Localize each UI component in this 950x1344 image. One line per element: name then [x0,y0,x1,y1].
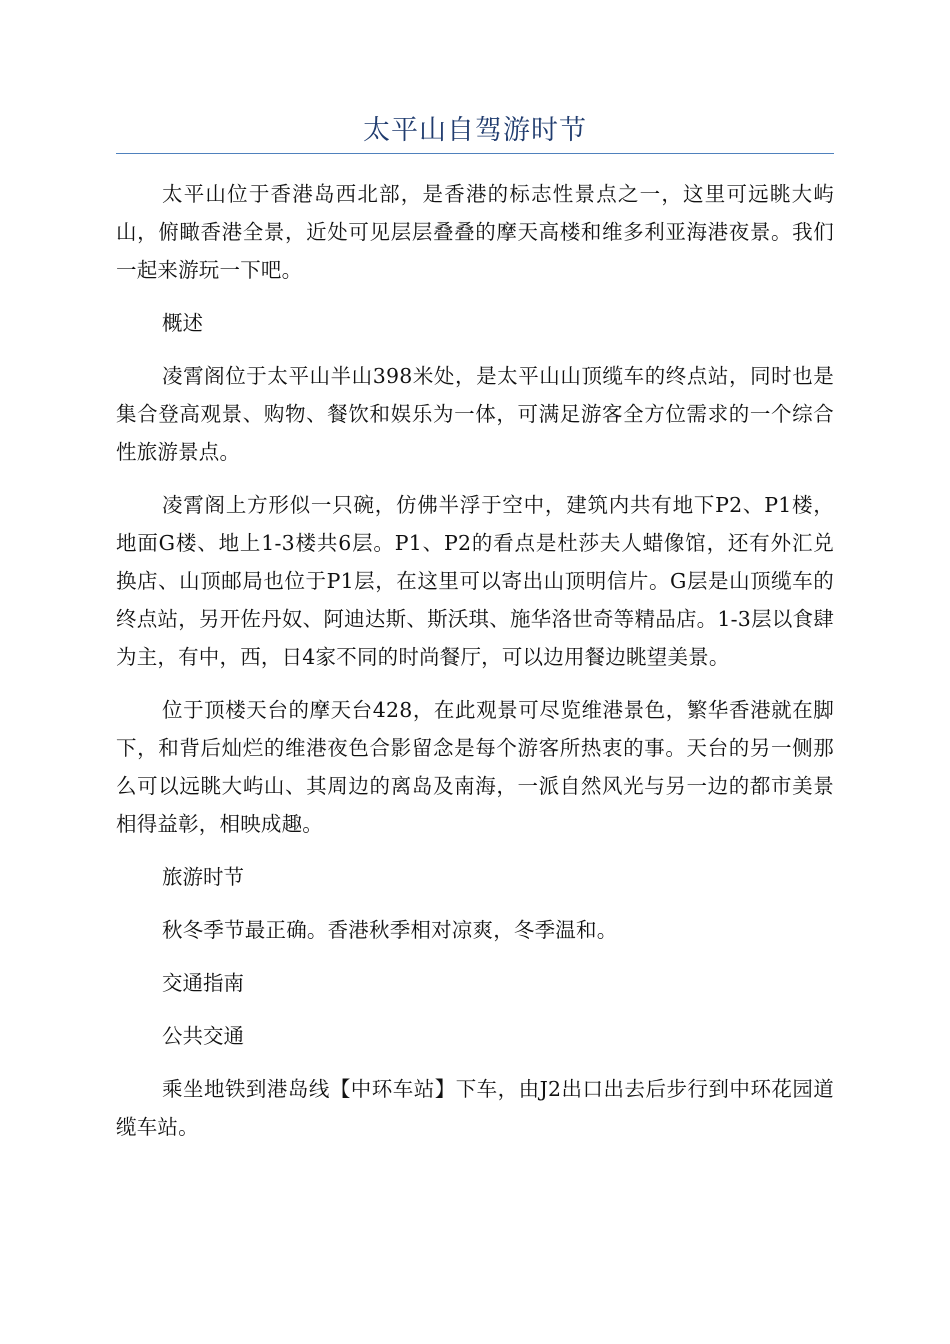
section-heading-season: 旅游时节 [162,865,244,889]
subheading-public-transport: 公共交通 [162,1024,244,1048]
overview-paragraph-1: 凌霄阁位于太平山半山398米处，是太平山山顶缆车的终点站，同时也是集合登高观景、购物、餐饮和娱乐为一体，可满足游客全方位需求的一个综合性旅游景点。 [116,364,834,464]
intro-paragraph: 太平山位于香港岛西北部，是香港的标志性景点之一，这里可远眺大屿山，俯瞰香港全景，近处可见层层叠叠的摩天高楼和维多利亚海港夜景。我们一起来游玩一下吧。 [116,182,834,282]
document-title: 太平山自驾游时节 [363,115,587,146]
section-heading-transport: 交通指南 [162,971,244,995]
title-underline [116,153,834,154]
transport-paragraph: 乘坐地铁到港岛线【中环车站】下车，由J2出口出去后步行到中环花园道缆车站。 [116,1077,834,1139]
overview-paragraph-2: 凌霄阁上方形似一只碗，仿佛半浮于空中，建筑内共有地下P2、P1楼，地面G楼、地上1-3楼共6层。P1、P2的看点是杜莎夫人蜡像馆，还有外汇兑换店、山顶邮局也位于P1层，在这里可以寄出山顶明信片。G层是山顶缆车的终点站，另开佐丹奴、阿迪达斯、斯沃琪、施华洛世奇等精品店。1-3层以食肆为主，有中，西，日4家不同的时尚餐厅，可以边用餐边眺望美景。 [116,493,834,669]
season-paragraph: 秋冬季节最正确。香港秋季相对凉爽，冬季温和。 [162,918,618,942]
section-heading-overview: 概述 [162,311,203,335]
document-body [116,175,834,1161]
overview-paragraph-3: 位于顶楼天台的摩天台428，在此观景可尽览维港景色，繁华香港就在脚下，和背后灿烂的维港夜色合影留念是每个游客所热衷的事。天台的另一侧那么可以远眺大屿山、其周边的离岛及南海，一派自然风光与另一边的都市美景相得益彰，相映成趣。 [116,698,834,836]
